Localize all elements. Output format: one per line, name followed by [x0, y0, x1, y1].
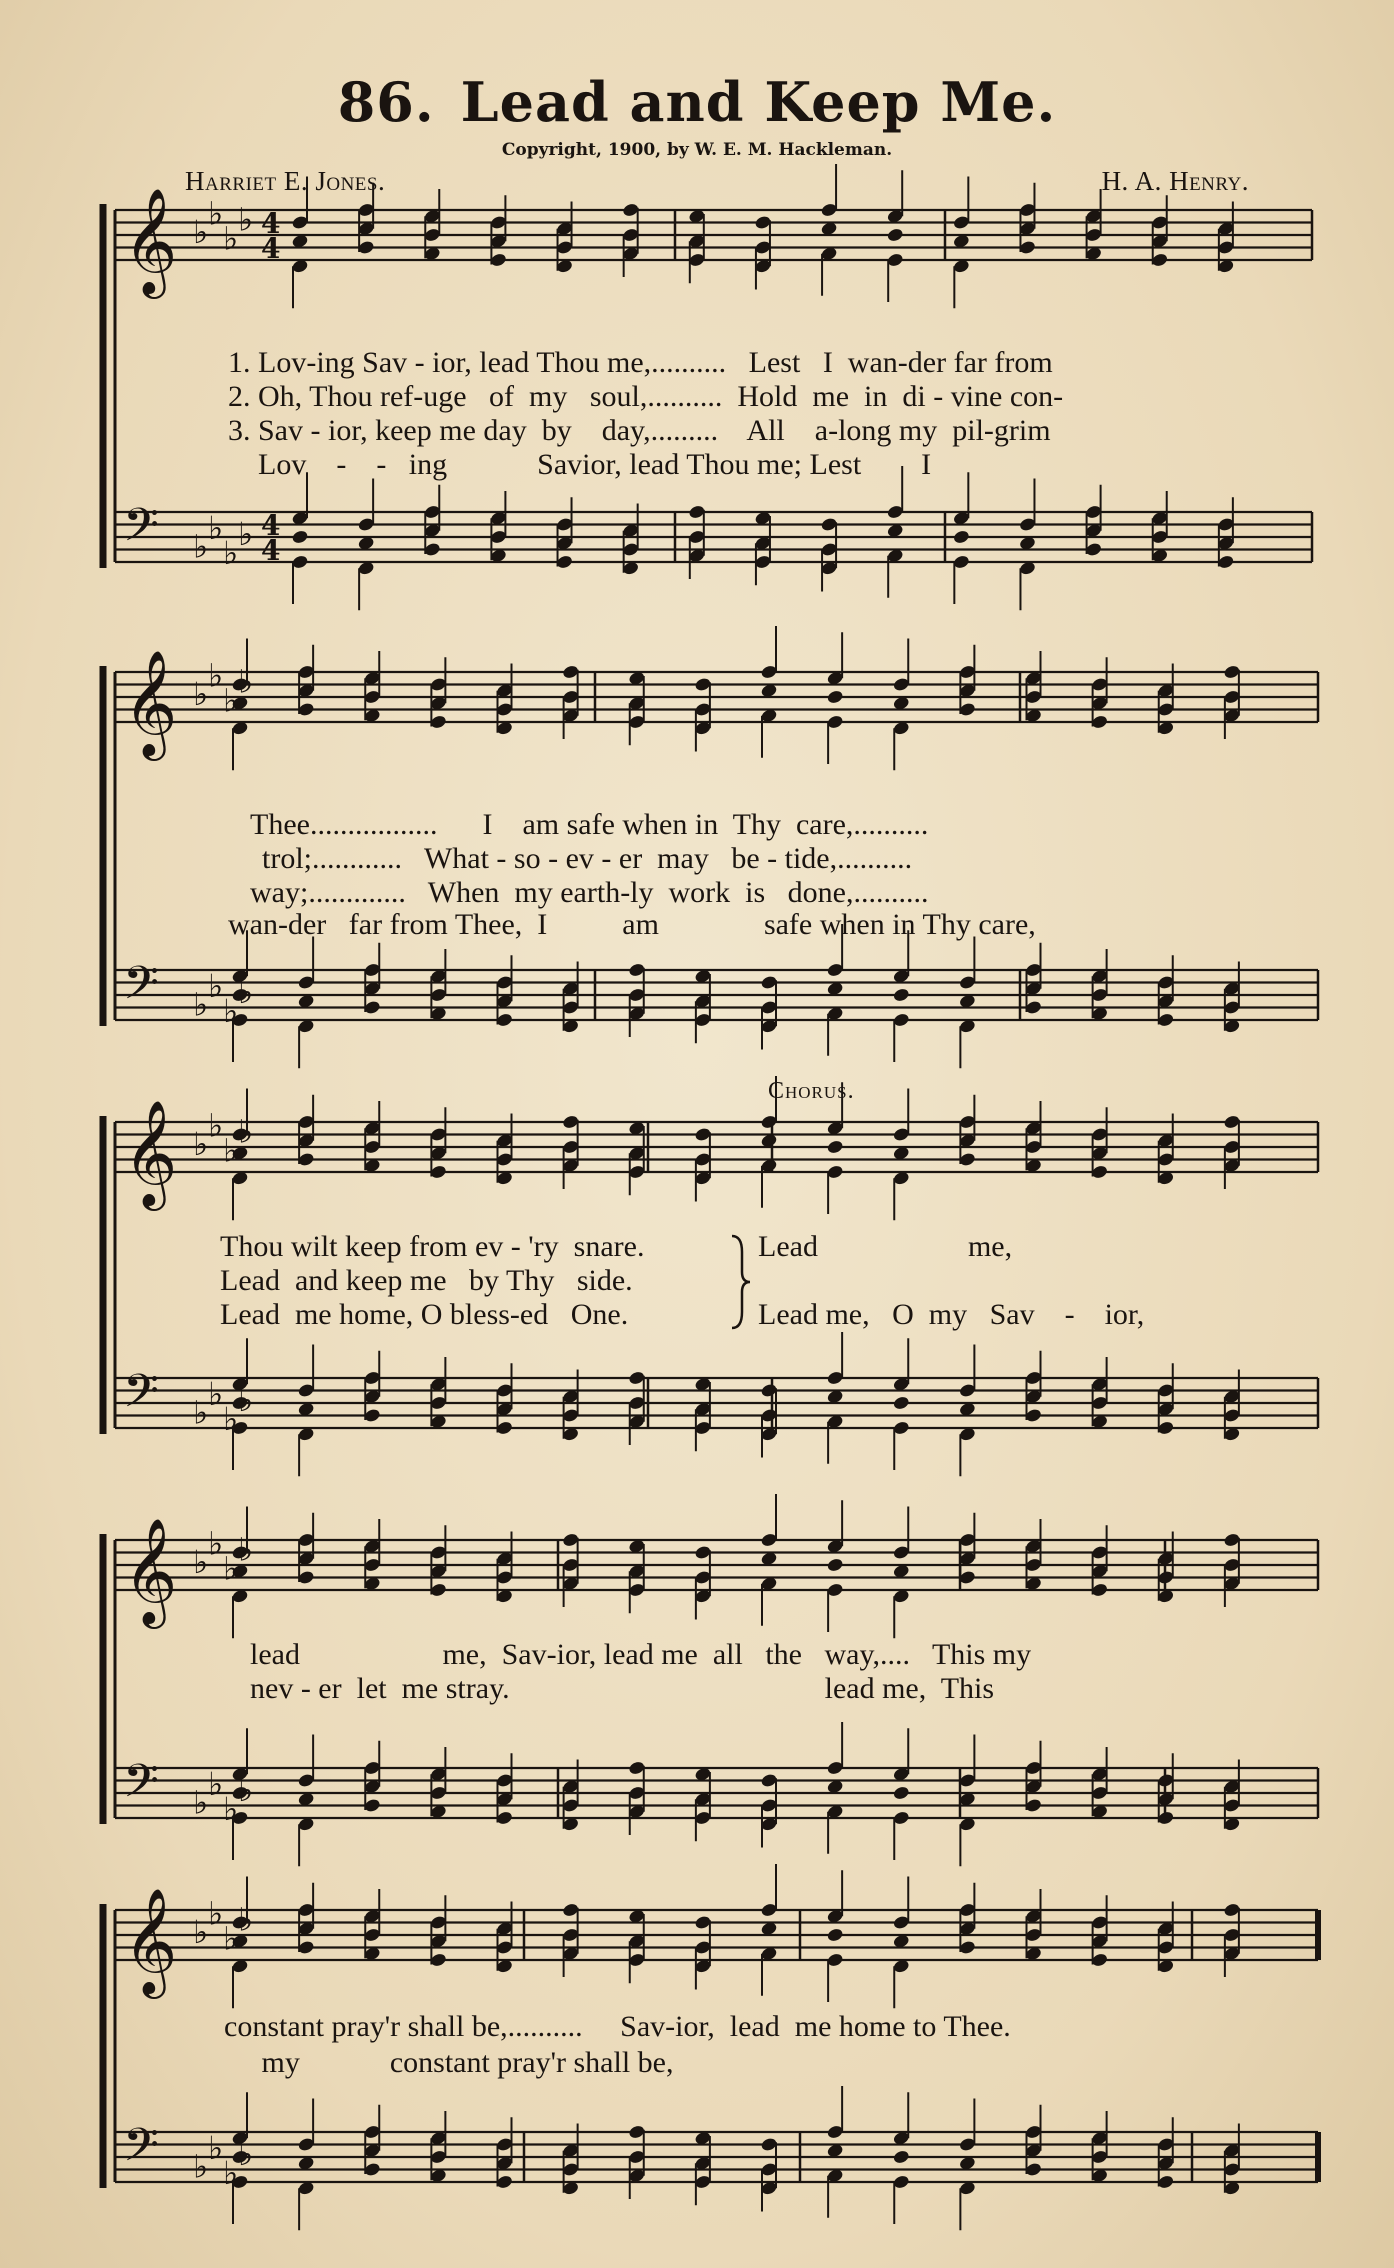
flat-icon: ♭	[193, 1543, 209, 1581]
chorus-line-a: Lead me,	[758, 1230, 1013, 1263]
flat-icon: ♭	[238, 1530, 254, 1569]
notehead	[826, 1557, 844, 1573]
time-signature: 4	[261, 534, 281, 567]
treble-clef-icon: 𝄞	[123, 187, 178, 294]
bass-clef-icon: 𝄢	[123, 956, 160, 1022]
flat-icon: ♭	[193, 985, 209, 1024]
notehead	[892, 1785, 910, 1801]
flat-icon: ♭	[208, 1764, 224, 1803]
flat-icon: ♭	[238, 662, 254, 701]
chorus-line-e: constant pray'r shall be,.......... Sav-ior, lead me home to Thee.	[224, 2010, 1011, 2043]
flat-icon: ♭	[193, 1125, 209, 1163]
flat-icon: ♭	[208, 194, 224, 233]
treble-clef-icon: 𝄞	[123, 1887, 178, 1994]
flat-icon: ♭	[223, 1399, 239, 1438]
notehead	[892, 2149, 910, 2165]
flat-icon: ♭	[238, 2135, 254, 2173]
flat-icon: ♭	[193, 527, 209, 566]
flat-icon: ♭	[223, 2153, 239, 2192]
brace-icon	[728, 1232, 754, 1332]
verse-2-line-2: trol;............ What - so - ev - er may be - tide,..........	[262, 842, 913, 875]
flat-icon: ♭	[193, 1783, 209, 1822]
bass-line-1: Lov - - ing Savior, lead Thou me; Lest I	[228, 448, 932, 481]
time-signature: 4	[261, 232, 281, 265]
chorus-line-d: nev - er let me stray. lead me, This	[250, 1672, 995, 1705]
treble-clef-icon: 𝄞	[123, 649, 178, 756]
flat-icon: ♭	[223, 219, 239, 258]
flat-icon: ♭	[238, 515, 254, 553]
notehead	[291, 529, 309, 545]
bass-clef-icon: 𝄢	[123, 498, 160, 564]
verse-1-line-2: Thee................. I am safe when in Thy care,..........	[250, 808, 929, 841]
flat-icon: ♭	[238, 1381, 254, 1419]
flat-icon: ♭	[238, 200, 254, 239]
flat-icon: ♭	[223, 681, 239, 720]
flat-icon: ♭	[208, 2128, 224, 2167]
notehead	[892, 1395, 910, 1411]
notehead	[886, 227, 904, 243]
notehead	[826, 1927, 844, 1943]
verse-2-line-3: Lead and keep me by Thy side.	[220, 1264, 633, 1297]
flat-icon: ♭	[208, 1524, 224, 1563]
treble-clef-icon: 𝄞	[123, 1517, 178, 1624]
notehead	[826, 689, 844, 705]
flat-icon: ♭	[208, 656, 224, 695]
hymn-title: Lead and Keep Me.	[460, 70, 1057, 134]
verse-2-line-1: 2. Oh, Thou ref-uge of my soul,.......... Hold me in di - vine con-	[228, 380, 1064, 413]
verse-3-line-2: way;............. When my earth-ly work is done,..........	[250, 876, 929, 909]
flat-icon: ♭	[238, 1771, 254, 1809]
flat-icon: ♭	[208, 1106, 224, 1145]
flat-icon: ♭	[193, 213, 209, 251]
notehead	[892, 987, 910, 1003]
barlines	[103, 204, 1318, 2188]
flat-icon: ♭	[238, 973, 254, 1011]
hymn-number: 86.	[337, 70, 435, 134]
verse-3-line-3: Lead me home, O bless-ed One.	[220, 1298, 629, 1331]
flat-icon: ♭	[208, 1894, 224, 1933]
composer: H. A. Henry.	[1101, 166, 1249, 196]
chorus-line-b: Lead me, O my Sav - ior,	[758, 1298, 1145, 1331]
bass-clef-icon: 𝄢	[123, 2118, 160, 2184]
chorus-line-c: lead me, Sav-ior, lead me all the way,.... This my	[250, 1638, 1032, 1671]
flat-icon: ♭	[223, 1131, 239, 1170]
time-signature: 4	[261, 509, 281, 542]
copyright-notice: Copyright, 1900, by W. E. M. Hackleman.	[501, 140, 893, 160]
flat-icon: ♭	[238, 1112, 254, 1151]
chorus-line-f: my constant pray'r shall be,	[224, 2046, 674, 2079]
bass-clef-icon: 𝄢	[123, 1364, 160, 1430]
verse-1-line-3: Thou wilt keep from ev - 'ry snare.	[220, 1230, 645, 1263]
bass-line-2: wan-der far from Thee, I am safe when in Thy care,	[228, 908, 1036, 941]
chorus-label: Chorus.	[768, 1078, 855, 1104]
verse-3-line-1: 3. Sav - ior, keep me day by day,......... All a-long my pil-grim	[228, 414, 1051, 447]
flat-icon: ♭	[223, 1919, 239, 1958]
flat-icon: ♭	[208, 508, 224, 547]
flat-icon: ♭	[208, 1374, 224, 1413]
flat-icon: ♭	[223, 533, 239, 572]
lyricist: Harriet E. Jones.	[185, 166, 386, 196]
flat-icon: ♭	[238, 1900, 254, 1939]
notehead	[826, 1139, 844, 1155]
flat-icon: ♭	[223, 1789, 239, 1828]
flat-icon: ♭	[223, 991, 239, 1030]
flat-icon: ♭	[193, 675, 209, 713]
clefs-and-keys	[123, 187, 280, 2192]
staves	[115, 210, 1318, 2182]
notehead	[952, 529, 970, 545]
flat-icon: ♭	[193, 1913, 209, 1951]
treble-clef-icon: 𝄞	[123, 1099, 178, 1206]
time-signature: 4	[261, 207, 281, 240]
verse-1-line-1: 1. Lov-ing Sav - ior, lead Thou me,.......... Lest I wan-der far from	[228, 346, 1053, 379]
flat-icon: ♭	[193, 2147, 209, 2186]
flat-icon: ♭	[223, 1549, 239, 1588]
bass-clef-icon: 𝄢	[123, 1754, 160, 1820]
flat-icon: ♭	[208, 966, 224, 1005]
flat-icon: ♭	[193, 1393, 209, 1432]
